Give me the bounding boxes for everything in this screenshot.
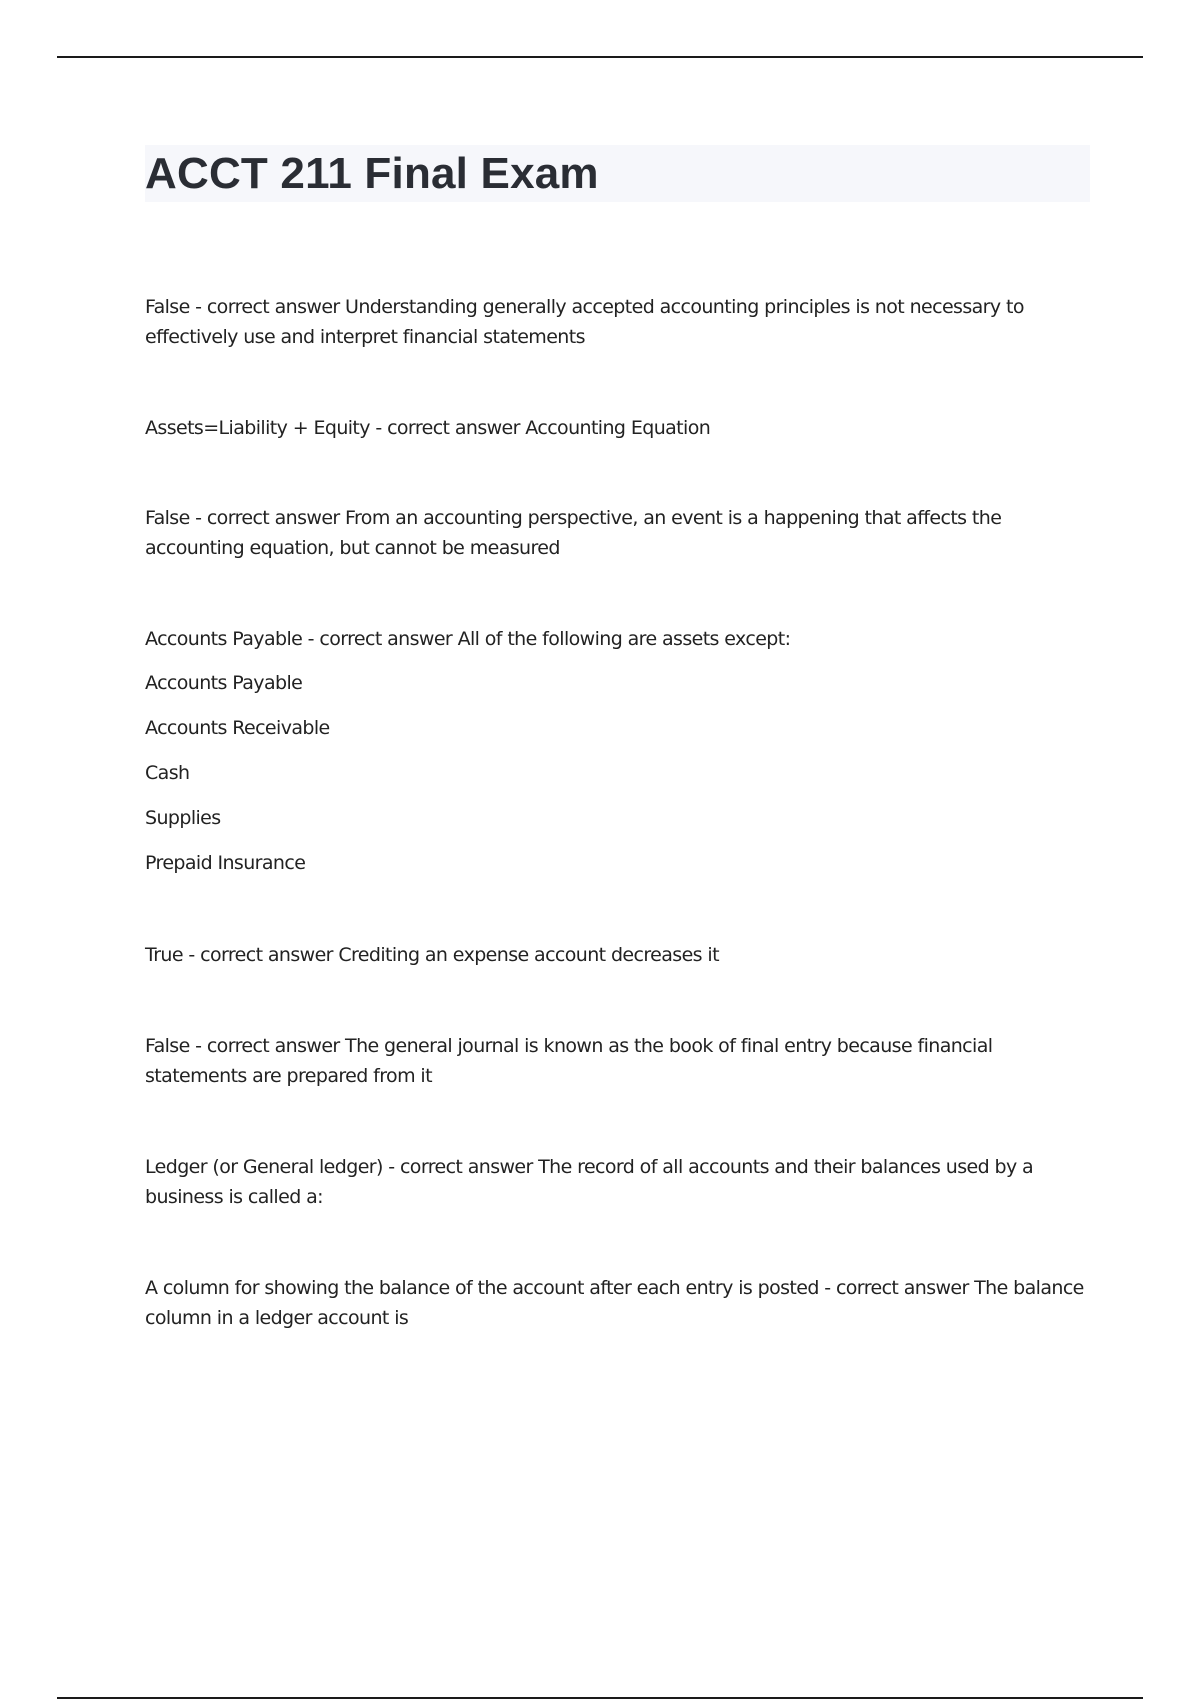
top-divider — [57, 56, 1143, 58]
qa-item: False - correct answer Understanding generally accepted accounting principles is not necessary to effectively use and interpret financial statements — [145, 296, 1024, 348]
answer-options — [145, 668, 1090, 878]
answer-option: Prepaid Insurance — [145, 852, 306, 874]
qa-item: Assets=Liability + Equity - correct answer Accounting Equation — [145, 417, 711, 439]
answer-option: Accounts Receivable — [145, 717, 330, 739]
answer-option: Cash — [145, 762, 190, 784]
qa-item: A column for showing the balance of the account after each entry is posted - correct answer The balance column in a ledger account is — [145, 1277, 1084, 1329]
qa-item: Ledger (or General ledger) - correct answer The record of all accounts and their balances used by a business is called a: — [145, 1156, 1034, 1208]
qa-item: Accounts Payable - correct answer All of the following are assets except: — [145, 628, 791, 650]
qa-item: False - correct answer The general journal is known as the book of final entry because financial statements are prepared from it — [145, 1035, 993, 1087]
page-title: ACCT 211 Final Exam — [145, 148, 599, 198]
answer-option: Accounts Payable — [145, 672, 303, 694]
qa-list — [145, 292, 1090, 1333]
title-band — [145, 145, 1090, 202]
document-body — [145, 145, 1090, 1394]
qa-item: True - correct answer Crediting an expense account decreases it — [145, 944, 719, 966]
answer-option: Supplies — [145, 807, 221, 829]
qa-item: False - correct answer From an accounting perspective, an event is a happening that affects the accounting equation, but cannot be measured — [145, 507, 1002, 559]
bottom-divider — [57, 1697, 1143, 1699]
